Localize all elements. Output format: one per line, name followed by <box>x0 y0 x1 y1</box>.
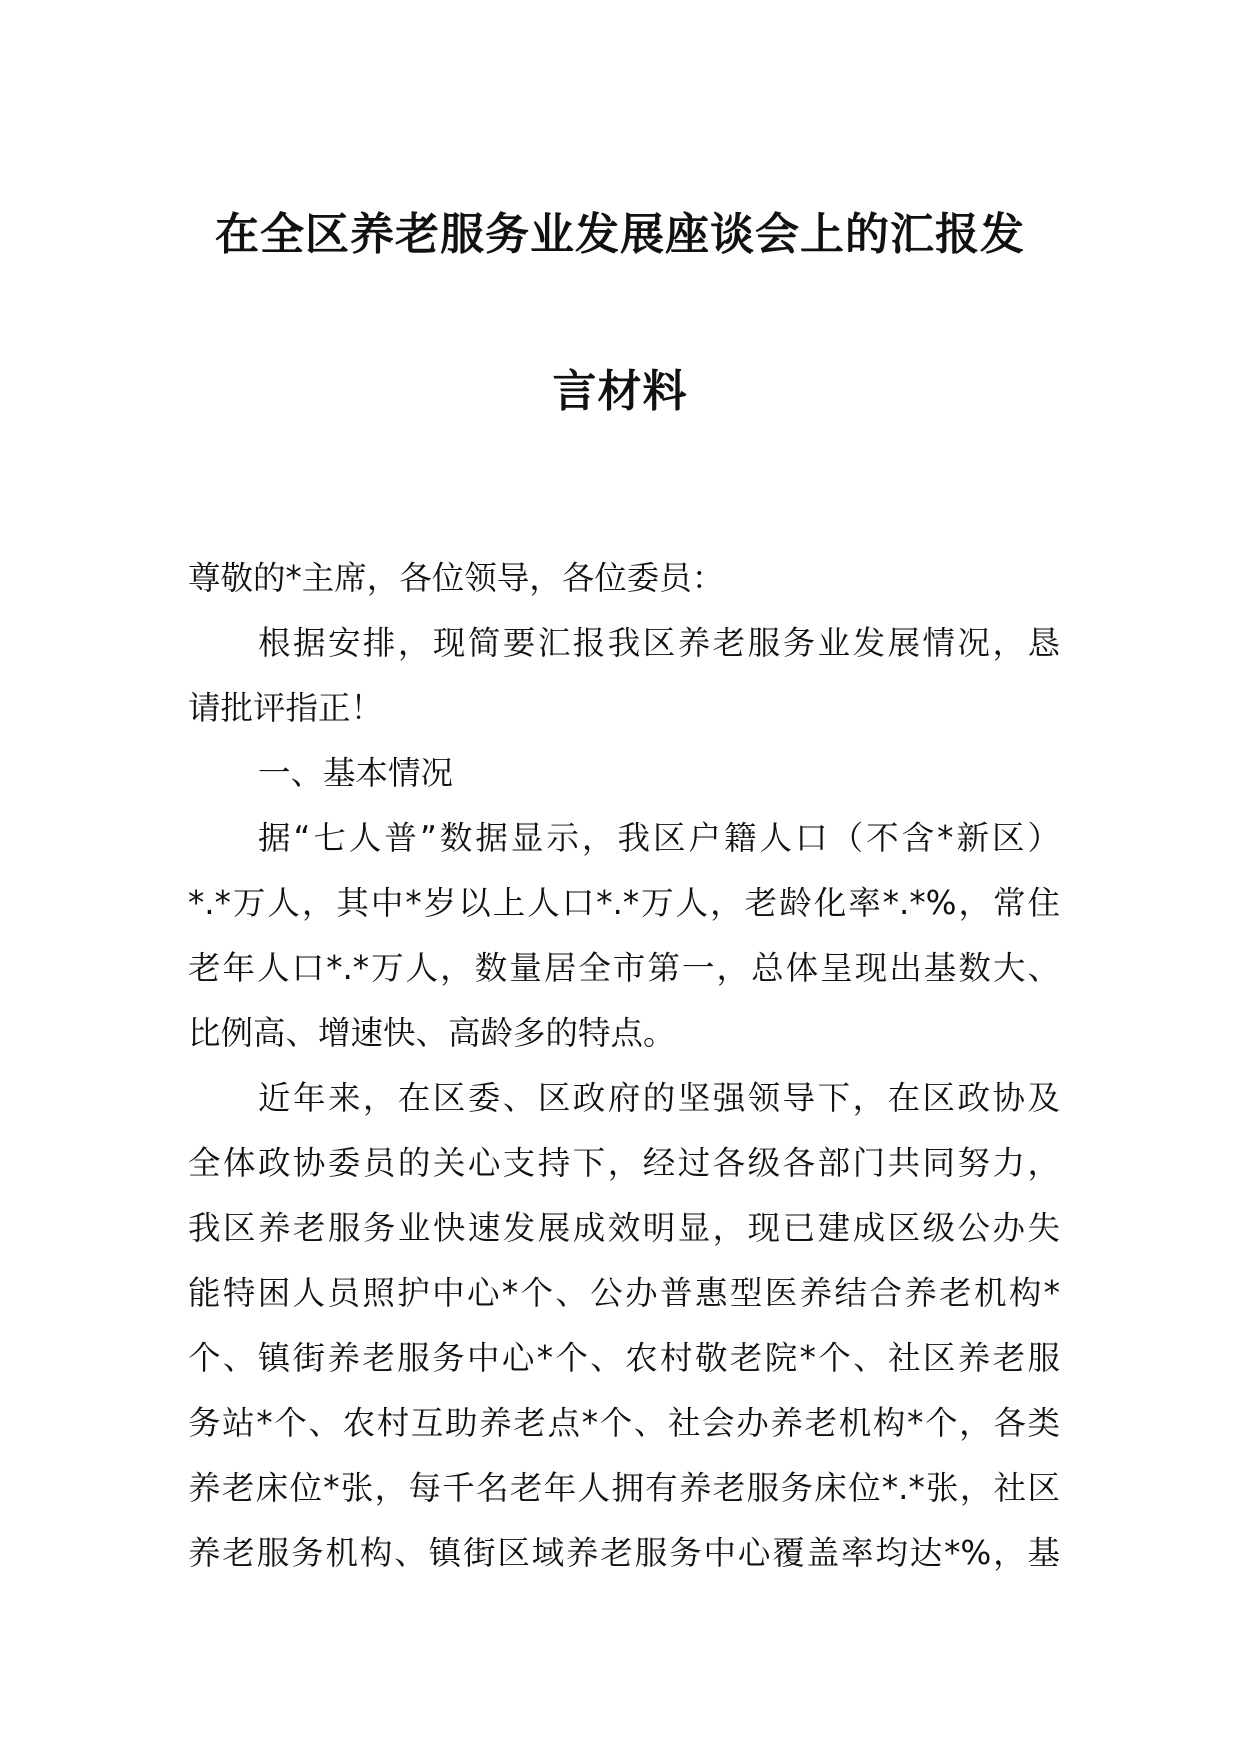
paragraph-2-line: 近年来，在区委、区政府的坚强领导下，在区政协及 <box>258 1079 1060 1117</box>
paragraph-1-line: 据“七人普”数据显示，我区户籍人口（不含*新区） <box>258 819 1060 857</box>
document-title-line-2: 言材料 <box>552 366 688 417</box>
paragraph-2-line: 养老服务机构、镇街区域养老服务中心覆盖率均达*%，基 <box>188 1534 1060 1572</box>
document-title-line-1: 在全区养老服务业发展座谈会上的汇报发 <box>215 209 1025 260</box>
intro-line: 请批评指正！ <box>188 689 384 727</box>
paragraph-2-line: 全体政协委员的关心支持下，经过各级各部门共同努力， <box>188 1144 1060 1182</box>
paragraph-2-line: 我区养老服务业快速发展成效明显，现已建成区级公办失 <box>188 1209 1060 1247</box>
paragraph-2-line: 务站*个、农村互助养老点*个、社会办养老机构*个，各类 <box>188 1404 1060 1442</box>
document-body <box>188 546 1060 1586</box>
salutation: 尊敬的*主席，各位领导，各位委员： <box>188 559 725 597</box>
paragraph-2-line: 个、镇街养老服务中心*个、农村敬老院*个、社区养老服 <box>188 1339 1060 1377</box>
paragraph-1-line: 比例高、增速快、高龄多的特点。 <box>188 1014 676 1052</box>
paragraph-2-line: 能特困人员照护中心*个、公办普惠型医养结合养老机构* <box>188 1274 1060 1312</box>
paragraph-1-line: *.*万人，其中*岁以上人口*.*万人，老龄化率*.*%，常住 <box>188 884 1060 922</box>
paragraph-2-line: 养老床位*张，每千名老年人拥有养老服务床位*.*张，社区 <box>188 1469 1060 1507</box>
intro-line: 根据安排，现简要汇报我区养老服务业发展情况，恳 <box>258 624 1060 662</box>
paragraph-1-line: 老年人口*.*万人，数量居全市第一，总体呈现出基数大、 <box>188 949 1060 987</box>
section-heading: 一、基本情况 <box>258 754 454 792</box>
